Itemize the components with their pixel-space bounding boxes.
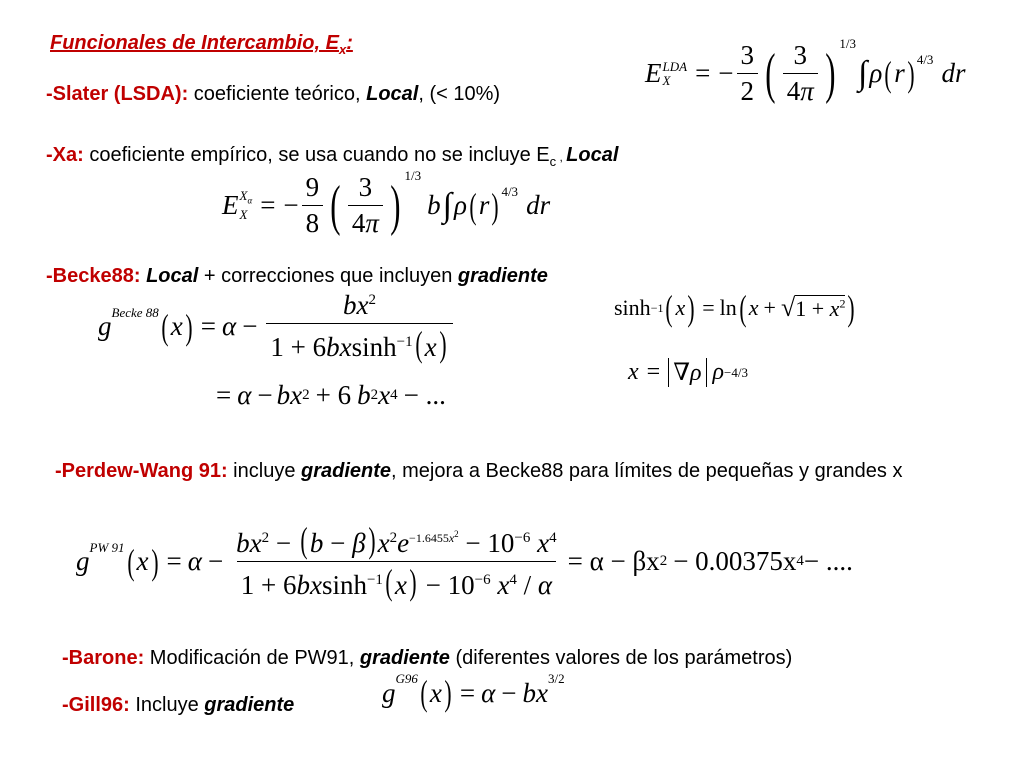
- becke-line: -Becke88: Local + correcciones que incluyen gradiente: [46, 265, 548, 287]
- xa-label: -Xa:: [46, 144, 84, 166]
- xa-equation: E $X_\alpha$ X = − $\frac{9}{8}$ ( $\frac{3}{4\pi}$ ) 1/3 b ∫ ρ ( r ) 4/3 dr: [222, 167, 551, 238]
- becke-equation: g Becke 88 ( x ) = α − $\frac{bx^2}{1 + 6bxsinh^{-1}(x)}$: [98, 290, 456, 363]
- lda-equation: E LDA X = − $\frac{3}{2}$ ( $\frac{3}{4\pi}$ ) 1/3 ∫ ρ ( r ) 4/3 dr: [645, 35, 966, 106]
- barone-line: -Barone: Modificación de PW91, gradiente (diferentes valores de los parámetros): [62, 647, 793, 669]
- pw91-equation: g PW 91 ( x ) = α − $\frac{bx^2 - (b - \beta)x^2e^{-1.6455x^2} - 10^{-6} x^4}{1 + 6bxsinh^{-1}(x) - 10^{-6} x^4 / \alpha}$ = α − βx 2 − 0.00375x 4 − ....: [76, 520, 853, 602]
- xa-line: -Xa: coeficiente empírico, se usa cuando no se incluye $E_c$ , Local: [46, 144, 619, 169]
- gill-label: -Gill96:: [62, 694, 130, 716]
- pw91-paragraph: -Perdew-Wang 91: incluye gradiente, mejora a Becke88 para límites de pequeñas y grandes x: [55, 460, 903, 482]
- barone-label: -Barone:: [62, 647, 145, 669]
- gill-equation: g G96 ( x ) = α − bx 3/2: [382, 671, 565, 713]
- asinh-identity: sinh −1 ( x ) = ln ( x + √ $1 + x^2$ ): [614, 288, 856, 328]
- slater-label: -Slater (LSDA):: [46, 83, 189, 105]
- pw91-label: -Perdew-Wang 91:: [55, 460, 228, 482]
- gill-line: -Gill96: Incluye gradiente: [62, 694, 295, 716]
- becke-label: -Becke88:: [46, 265, 141, 287]
- becke-expansion: = α − bx 2 + 6 b 2 x 4 − ...: [216, 380, 446, 410]
- x-definition: x = ∇ρ ρ −4/3: [628, 359, 748, 386]
- slater-line: -Slater (LSDA): coeficiente teórico, Local, (< 10%): [46, 83, 501, 105]
- page-title: Funcionales de Intercambio, $E_x$:: [50, 32, 353, 57]
